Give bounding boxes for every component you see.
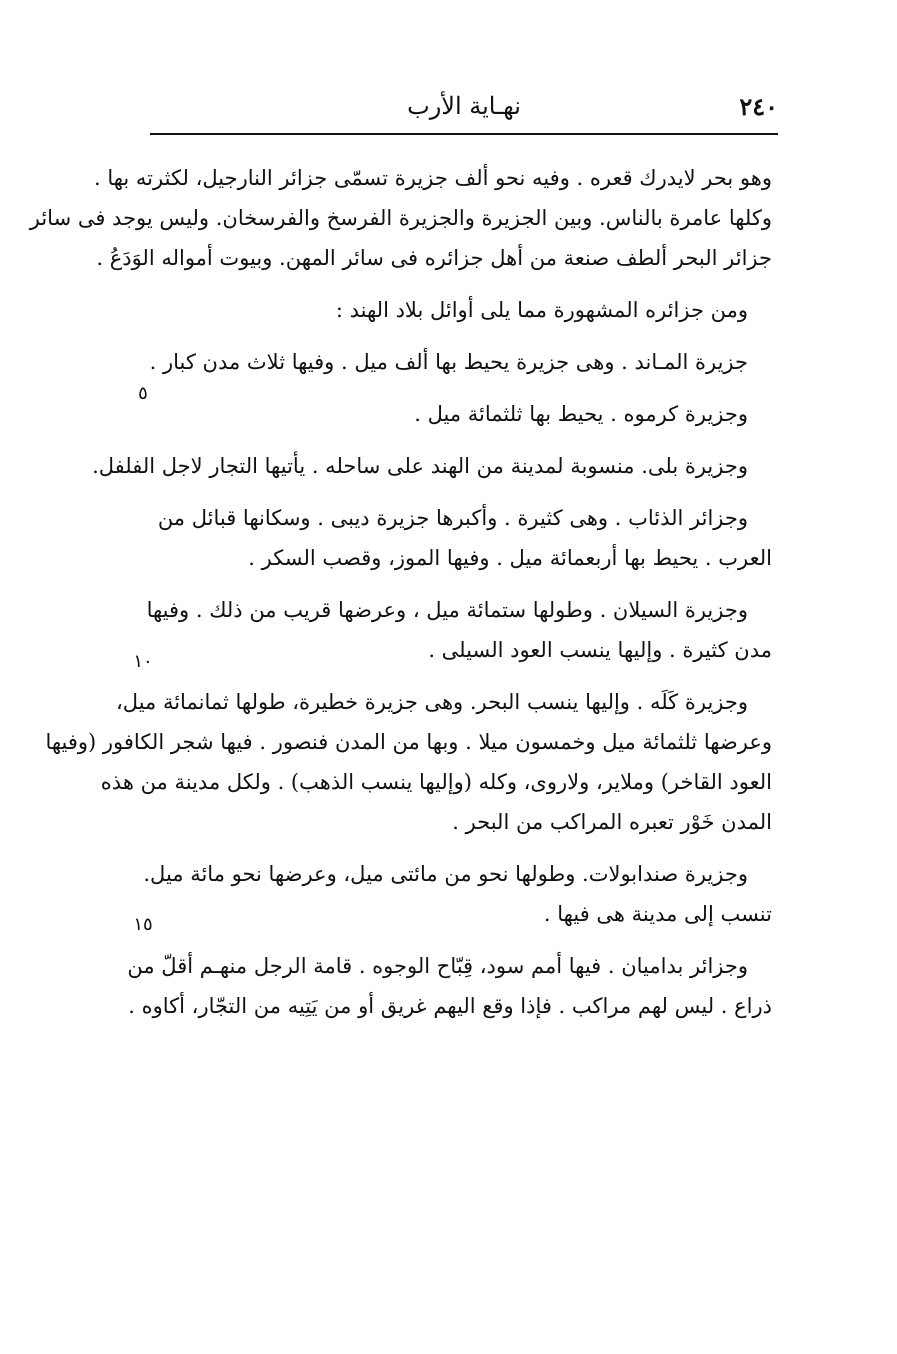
text-line: العود القاخر) وملاير، ولاروى، وكله (وإليها ينسب الذهب) . ولكل مدينة من هذه [100, 770, 772, 794]
page-number: ٢٤٠ [739, 92, 778, 121]
text-line: وكلها عامرة بالناس. وبين الجزيرة والجزيرة الفرسخ والفرسخان. وليس يوجد فى سائر [29, 206, 772, 230]
text-line: وعرضها ثلثمائة ميل وخمسون ميلا . وبها من المدن فنصور . فيها شجر الكافور (وفيها [45, 730, 772, 754]
text-line: ذراع . ليس لهم مراكب . فإذا وقع اليهم غريق أو من يَتِيه من التجّار، أكاوه . [128, 994, 772, 1018]
header-rule [150, 133, 778, 135]
text-line: تنسب إلى مدينة هى فيها . [543, 902, 772, 926]
text-line: وجزيرة بلى. منسوبة لمدينة من الهند على ساحله . يأتيها التجار لاجل الفلفل. [92, 454, 748, 478]
text-line: ومن جزائره المشهورة مما يلى أوائل بلاد الهند : [335, 298, 748, 322]
text-line: وجزيرة صندابولات. وطولها نحو من مائتى ميل، وعرضها نحو مائة ميل. [143, 862, 748, 886]
text-line: المدن خَوْر تعبره المراكب من البحر . [452, 810, 772, 834]
text-line: جزيرة المـاند . وهى جزيرة يحيط بها ألف ميل . وفيها ثلاث مدن كبار . [149, 350, 748, 374]
margin-line-number: ٥ [138, 383, 148, 404]
text-line: جزائر البحر ألطف صنعة من أهل جزائره فى سائر المهن. وبيوت أمواله الوَدَعُ . [96, 246, 772, 270]
running-title: نهـاية الأرب [407, 92, 521, 120]
margin-line-number: ١٠ [133, 651, 153, 672]
margin-line-number: ١٥ [133, 914, 153, 935]
text-line: وجزيرة كَلَه . وإليها ينسب البحر. وهى جزيرة خطيرة، طولها ثمانمائة ميل، [116, 690, 748, 714]
text-line: وجزيرة السيلان . وطولها ستمائة ميل ، وعرضها قريب من ذلك . وفيها [146, 598, 748, 622]
text-line: وجزائر الذئاب . وهى كثيرة . وأكبرها جزيرة ديبى . وسكانها قبائل من [157, 506, 748, 530]
text-line: مدن كثيرة . وإليها ينسب العود السيلى . [428, 638, 772, 662]
text-line: وجزائر بداميان . فيها أمم سود، قِبّاح الوجوه . قامة الرجل منهـم أقلّ من [127, 954, 748, 978]
text-line: وهو بحر لايدرك قعره . وفيه نحو ألف جزيرة تسمّى جزائر النارجيل، لكثرته بها . [93, 166, 772, 190]
text-line: وجزيرة كرموه . يحيط بها ثلثمائة ميل . [414, 402, 748, 426]
page-header [150, 92, 778, 132]
text-line: العرب . يحيط بها أربعمائة ميل . وفيها الموز، وقصب السكر . [248, 546, 772, 570]
